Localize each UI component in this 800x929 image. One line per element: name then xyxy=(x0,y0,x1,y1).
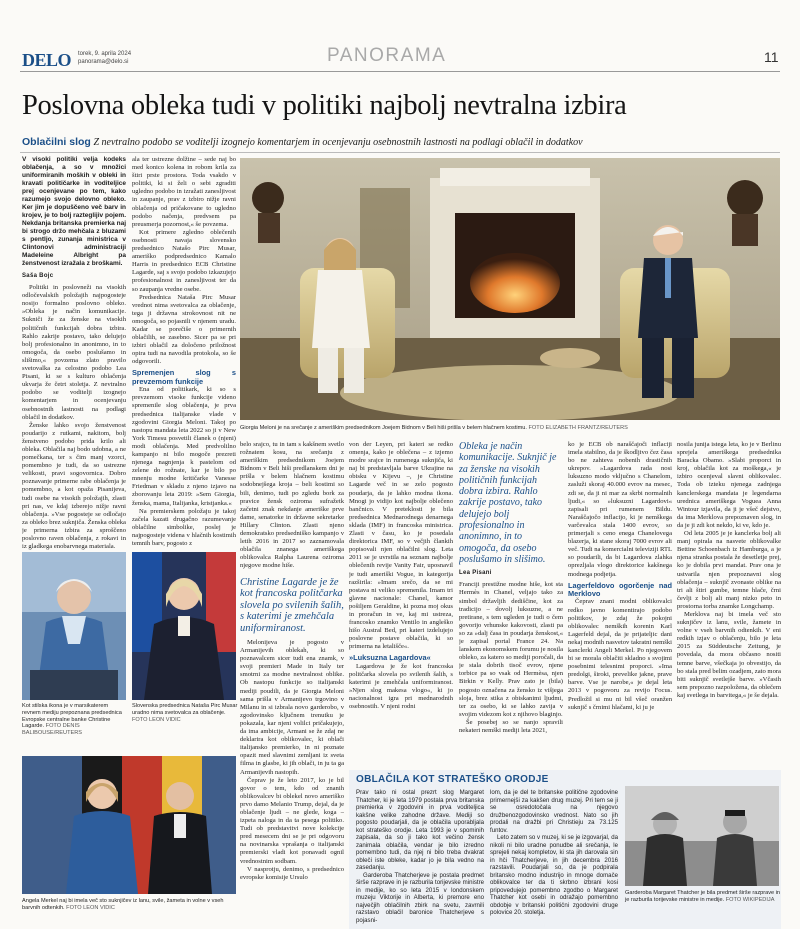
body-paragraph: belo srajco, tu in tam s kakšnem svetlo rožnatem kosu, na srečanju z ameriškim predsednikom Joejem Bidnom v Beli hiši predlanskem dni je prišla v belem hlačnem kostimu sodobnejšega kroja – beli kostimi so bili, denimo, tudi po zgledu bork za pravice žensk oziroma sufražetk začetni znak nekdanje ameriške prve dame, senatorke in državne sekretarke Hillary Clinton. Zlasti njeno demokratsko predsedniško kampanjo v letih 2016 in 2017 so zaznamovala oblačila znanega ameriškega oblikovalca Ralpha Laurena oziroma njegove modne hiše. xyxy=(240,441,344,570)
caption-text: Slovenska predsednica Nataša Pirc Musar uradno nima svetovalca za oblačenje. xyxy=(132,703,238,716)
lagarde-caption xyxy=(22,703,128,737)
subheading: »Luksuzna Lagardova« xyxy=(349,653,431,663)
body-paragraph: Čeprav znani modni oblikovalci redko javno komentirajo podobo politikov, je zdaj že pokojni oblikovalec nemških korenin Karl Lagerfeld dejal, da je prijateljic dani nekaj modnih nasvetov takratni nemški kanclerki Angeli Merkel. Po njegovem bi se morala oblačiti skladno s svojimi posebnimi telesnimi proporci. »Ima predolgi, široki, prevelike jakne, prave barve. Vse je narobe,« je dejal leta 2013 v pogovoru za revijo Focus. Predložil si mu ni bil všeč oranžen suknjič s črnimi hlačami, ki ju je xyxy=(568,598,672,711)
meloni-biden-illustration xyxy=(240,158,780,420)
column-3 xyxy=(240,441,344,929)
main-photo xyxy=(240,158,780,420)
photo-credit: FOTO LEON VIDIC xyxy=(66,904,115,911)
logo: DELO xyxy=(22,50,72,70)
pirc-musar-illustration xyxy=(132,552,236,700)
body-paragraph: Merklova naj bi imela več sto suknjičev iz lanu, svile, žamete in volne v vseh barvnih odtenkih. V eni redkih izjav o oblačenju, bilo je leta 2015 za Süddeutsche Zeitung, je povedala, da mora občasno nositi temne barve, všečkaja jo obvestijo, da bo stala pred belim ozadjem, zato mora biti suknjič svetlejše barve. »Včasih sem prepozno razpoložena, da oblečem kaj svetlega in barvitega,« je še dejala. xyxy=(677,610,781,699)
sidebar-col-1 xyxy=(356,789,484,927)
body-paragraph: Od leta 2005 je je kanclerka bolj ali manj opirala na nasvete oblikovalke Bettine Schoenbach iz Hamburga, a je njena stranka postala že desetletje prej, ko je dobila prvi mandat. Prav ona je ustvarila njen prepoznavni slog oblačenja – suknjič zvonaste oblike na tri ali štiri gumbe, temne hlače, črni čevlji z bolj ali manj nizko peto in prostorna torba znamke Longchamp. xyxy=(677,530,781,610)
caption-text: Angela Merkel naj bi imela več sto suknjičev iz lanu, svile, žameta in volne v vseh barvnih odtenkih. xyxy=(22,898,224,911)
body-paragraph: Ena od politikark, ki so s prevzemom visoke funkcije videno spremenile slog oblačenja, je prva predsednica italijanske vlade v zgodovini Giorgia Meloni. Takoj po nastopu mandata leta 2022 so ji v New York Timesu posvetili članek o (njeni) modi oblačenja. Med predvolilno kampanjo ni bilo mogoče prezreti njenega nagnjenja k pastelom od zelene do rožnate, kar je bilo po mnenju modne kritičarke Vanesse Friedman v skladu z njeno izjavo na zborovanju leta 2019: »Sem Giorgia, ženska, mama, Italijanka, kristjanka.« xyxy=(132,386,236,507)
column-6 xyxy=(568,441,672,766)
body-paragraph: Kot primere zgledno oblečenih osebnosti navaja slovensko predsednico Natašo Pirc Musar, ameriško podpredsednico Kamalo Harris in predsednico ECB Christine Lagarde, saj s svojo podobo izkazujejo profesionalnost in zanesljivost ter da so zaupanja vredne osebe. xyxy=(132,228,236,293)
sidebar-title: OBLAČILA KOT STRATEŠKO ORODJE xyxy=(356,774,549,785)
merkel-photo xyxy=(22,756,236,894)
pull-quote-1: Christine Lagarde je že kot francoska politčarka slovela po svilenih šalih, s katerimi je zmehčala uniformiranost. xyxy=(240,576,344,634)
sidebar-paragraph: Garderoba Thatcherjeve je postala predmet širše razprave in je razburila torijevske ministre in medije, ko so leta 2015 v londonskem muzeju Viktorije in Alberta, ki premore eno največjih oblačilnih zbirk na svetu, zavrnili razstavo oblačil baronice Thatcherjeve s pojasni- xyxy=(356,871,484,924)
photo-credit: FOTO ELIZABETH FRANTZ/REUTERS xyxy=(528,425,628,431)
issue-date: torek, 9. aprila 2024 xyxy=(78,51,132,57)
sidebar-paragraph: lom, da je del te britanske politične zgodovine primernejši za kakšen drug muzej. Pri tem se ji se osredotočala na njegovo družbenozgodovinsko vrednost. Nato so jih prodali na dražbi pri Christieju za 73.125 funtov. xyxy=(490,789,618,834)
body-paragraph: ko je ECB ob naraščajoči inflaciji imela stabilno, da je škodljivo čez časa bo ne zahteva nobenih drastičnih ukrepov. »Lagardova rada nosi luksuzno modo vključno s Chanelom, zasluži skoraj 40.000 evrov na mesec, zdi se, da ji ni mar za skrbi normalnih ljudi,« so »luksuzni Lagardovi« zapisali pri rumenem Bildu. Naraščajočo inflacijo, ki je nemškega varčevalca stala 1400 evrov, so primerjali s ceno enega Chanelovega blazerja, ki stane skoraj 7000 evrov ali več. Tudi na komercialni televiziji RTL so poudarili, da bi Lagardova zlahka oprezljala vlogo direktorice kakšnega modnega podjetja. xyxy=(568,441,672,578)
lagarde-illustration xyxy=(22,552,126,700)
header-rule xyxy=(20,71,780,72)
main-photo-caption xyxy=(240,425,785,432)
body-paragraph: Na premierskem položaju je takoj začela kazati drugačno razumevanje oblačilne simbolike, poslej je najpogosteje videna v hlačnih kostimih temnih barv, pogosto z xyxy=(132,507,236,548)
sidebar-paragraph: Prav tako ni ostal prezrt slog Margaret Thatcher, ki je leta 1979 postala prva britanska premierka v zgodovini in prva voditeljica kakšne velike zahodne države. Mediji so pogosto poudarjali, da je oblačila uporabljala kot strateško orodje. Leta 1993 je v spominih zapisala, da so ji tako kot večino žensk zanimala oblačila, vendar je bilo izredno pomembno tudi, da njej ni bilo treba dvakrat obleči iste obleke, kadar jo je bila vedno na zasedanju. xyxy=(356,789,484,871)
pull-quote-author: Lea Pisani xyxy=(459,570,492,577)
column-4 xyxy=(349,441,453,766)
section-name: PANORAMA xyxy=(327,45,447,66)
body-paragraph: Ženske lahko svojo ženstvenost poudarijo z rutkami, nakitom, bolj ženstveno podobo prida krilo ali obleka. Oblačila naj bodo udobna, a ne pomečkana, ter s čim manj vzorci, pomembno je tudi, da so ustrezne velikosti, pravi sogovornica. Dobro poznavanje primerne rabe oblačenja je pomembno, a kot opaža Pisanijeva, tudi osebe na visokih položajih, zlasti pri nas, ve kdaj izberejo nižje ravni oblačenja. »Vse pogosteje se odločajo za obleko brez suknjiča. Ženska obleka je primerna izbira za sproščeno poslovno raven oblačenja, z rokavi in iz gladkega enobarvnega materiala. xyxy=(22,421,126,551)
pirc-musar-caption xyxy=(132,703,238,723)
column-7 xyxy=(677,441,781,766)
merkel-illustration xyxy=(22,756,236,894)
body-paragraph: von der Leyen, pri kateri se redko omenja, kako je oblečena – z izjemo modre srajce in rumenega suknjiča, ki naj bi predstavljala barve Ukrajine na obisku v Kijevu –, je Christine Lagarde več in se zelo pogosto poudarja, da je lahko modna ikona. Mnogi jo vidijo kot najbolje oblečeno bančnico. V preteklosti je bila predsednica Mednarodnega denarnega sklada (IMF) in francoska ministrica. Zlasti v času, ko je posedala direktorica IMF, so v večjih člankih popisovali njen oblačilni slog. Leta 2011 se je uvrstila na seznam najbolje oblečenih revije Vanity Fair, uposnavil je tudi ameriški Vogue, in kategorija razširila: »Imam srečo, da se mi postava ni veliko spremenila. Imam tri glavne nacionale: Chanel, kamor pošiljem Geraldine, ki pozna moj okus in proračun in ve, kaj mi ustreza, francosko znamko Ventilo in angleško hišo Austral Bed, pri kateri izdelujejo poslovne postave oblačila, ki so primerna na letališče«. xyxy=(349,441,453,651)
page-number: 11 xyxy=(764,49,779,65)
pull-quote-2: Obleka je način komunikacije. Suknjič je za ženske na visokih političnih funkcijah dobra izbira. Rahlo zakrije postavo, tako delujejo bolj profesionalno in anonimno, in to omogoča, da osebo poslušamo in slišimo. xyxy=(459,441,557,565)
photo-credit: FOTO WIKIPEDIJA xyxy=(725,896,775,903)
pirc-musar-photo xyxy=(132,552,236,700)
deck-rule xyxy=(20,152,780,153)
body-paragraph: Melonijeva je pogosto v Armanijevih oblekah, ki so poznavalcem sicer tudi ena znamk, v svoji premieri Made in Italy ter smotrni za modne nevtralnost oblike. Ob nastopu funkcije so italijanski mediji poudili, da je Giorgia Meloni sama prišla v Armanijevo trgovino v Milanu in si izbrala novo garderobo, v zgodovinsko ključnem trenutku je pokazala, kar njeni volilci pričakujejo, da ima ambicije, Armani se že zdaj ne deklarira kot oblikovalec, ki oblači italijansko premierko, in ni poznate opazit med slavnimi zemljani iz sveta filma in glasbe, ki jih oblači, in ju ta ga Armanijevih nastopih. xyxy=(240,639,344,776)
subheading: Lagerfeldovo ogorčenje nad Merklovo xyxy=(568,580,672,598)
body-paragraph: Franciji prestižne modne hiše, kot sta Hermès in Chanel, veljajo tako za simbol državljih dediščine, kot za tradicijo – dovolj luksuzne, a ne pretirane, s tem ugleden je tudi o čem govorijo vrhunske kakovosti, zlasti pa so za »dalj časa in poudarja ženskost,« je zapisal portal France 24. Na lanskem ekonomskem forumu je nosila obleko, za katero so mediji poročali, da je stala dobrih tisoč evrov, njene torbice pa so vsak od Hermèsa, njen Birkin v Kelly. Prav zato je (bila) pogosto označena za žensko iz višjega sloja, brez stika z obiskanimi ljudmi, ter za osebo, ki se lahko zavija v svojim videzom kot z njihovo blaginjo. xyxy=(459,581,563,718)
merkel-caption xyxy=(22,898,238,912)
body-paragraph: Predsednica Nataša Pirc Musar vrednot nima svetovalca za oblačenje, tega ji državna strokovnost nit ne omogoča, so pojasnili v njenem uradu. Kadar se porečiše o primernih oblačilih, se zasebno. Sicer pa se pri izbiri oblačil za določeno priložnost opira tudi na navodila protokola, so še odgovorili. xyxy=(132,293,236,366)
body-paragraph: Čeprav je že leto 2017, ko je bil govor o tem, kdo od znanih oblikovalcev bi oblekel novo ameriško prvo damo Melanio Trump, dejal, da je oblačenje ljudi – ne glede, koga – izpeta naloga in da ta pesega politiko. Tudi ob predstavitvi nove kolekcije pred mesecem dni se je pri odgovoru na novinarska vprašanja o italijanski premierski vladi kot ponavadi ognil vrednostnim sodbam. xyxy=(240,776,344,865)
sidebar-col-2 xyxy=(490,789,618,927)
thatcher-illustration xyxy=(625,786,779,886)
thatcher-photo xyxy=(625,786,779,886)
body-paragraph: Še posebej so se nanjo spravili nekateri nemški mediji leta 2021, xyxy=(459,718,563,735)
lead-paragraph: V visoki politiki velja kodeks oblačenja, a so v množici uniformiranih moških v obleki in kravati političarke in voditeljice prej ocenjevane po tem, kako razumejo svojo delovno obleko. Ker jim je dopuščeno več barv in krojev, je to bolj razteglijiv pojem. Nekdanja britanska premierka naj bi strogo držo mehčala z bluzami s pentljo, zunanja ministrica v Clintonovi administraciji Madeleine Albright pa ženstvenost izražala z broškami. xyxy=(22,156,126,267)
body-paragraph: Politiki in poslovneži na visokih odločevalskih položajih najpogosteje nosijo formalno poslovno obleko. »Obleka je način komunikacije. Sukniči že za ženske na visokih političnih funkcijah dobra izbira. Rahlo zakrije postavo, tako delujejo bolj profesionalno in anonimno, in to omogoča, da osebo poslušamo in slišimo,« povzema zlato pravilo svetovalka za celostno podobo Lea Pisani, ki se s kulturo oblačenja ukvarja že četrt stoletja. Z nevtralno podobo se voditelji izognejo komentarjem in ocenjevanju osebnostnih lastnosti na podlagi oblačil in dodatkov. xyxy=(22,284,126,421)
caption-text: Garderoba Margaret Thatcher je bila predmet širše razprave in je razburila torijevske ministre in medije. xyxy=(625,890,781,903)
subheading: Spremenjen slog s prevzemom funkcije xyxy=(132,368,236,386)
caption-text: Kot stilska ikona je v marsikaterem revnem mediju prepoznana predsednica Evropske centralne banke Christine Lagarde. xyxy=(22,703,122,730)
body-paragraph: V nasprotju, denimo, s predsednico evropske komisije Ursulo xyxy=(240,865,344,881)
sidebar-paragraph: Leto zatem so v muzej, ki se je izgovarjal, da nikoli ni bilo uradne ponudbe ali srečanja, le sprejeli nekaj kompletov, ki sta jih darovala sin in hči Thatcherjeve, in jih decembra 2016 razstavili. Poudarjali so, da je podpirala britansko modno industrijo in mnoge domače oblikovalce ter da ti skrbno izbrani kosi pripovedujejo pomembno zgodbo o Margaret Thatcher kot osebi in odražajo pomembno obdobje v britanski politični zgodovini druge polovice 20. stoletja. xyxy=(490,834,618,916)
body-paragraph: ala ter ustrezne dolžine – sede naj bo med konico kolena in robom krila za štiri prste prostora. Toda vsakdo v politiki, ki si želi o sebi zgraditi ugledno podobo in izražati zanesljivost in zaupanje, prav z izbiro nižje ravni oblačenja od pričakovane to ugledno podobo načenja, predvsem pa preusmerja pozornost,« še povzema. xyxy=(132,156,236,228)
photo-credit: FOTO LEON VIDIC xyxy=(132,716,181,723)
author: Saša Bojc xyxy=(22,273,54,279)
body-paragraph: nosila junija istega leta, ko je v Berlinu sprejela ameriškega predsednika Baracka Obamo. »Slabi proporci in kroj, oblačila kot za moškega,« je izbiro ocenjeval slavni oblikovalec. Toda ob izteku njenega zadnjega kanclerskega mandata je legendarna urednica ameriškega Voguea Anna Wintour izjavila, da ji je všeč dejstvo, da ima Merklova prepoznaven slog, in da je ji zdi kot nekdo, ki ve, kdo je. xyxy=(677,441,781,529)
column-5 xyxy=(459,441,563,766)
deck-line xyxy=(22,136,782,148)
deck: Z nevtralno podobo se voditelji izognejo komentarjem in ocenjevanju osebnostnih lastnosti na podlagi oblačil in dodatkov xyxy=(93,137,583,148)
photo-credit: FOTO DENIS BALIBOUSE/REUTERS xyxy=(22,723,82,737)
lagarde-photo xyxy=(22,552,126,700)
thatcher-caption xyxy=(625,890,781,904)
body-paragraph: Lagardova je že kot francoska politčarka slovela po svilenih šalih, s katerimi je zmehčala uniformiranost. »Njen slog makesa vlogo«, ki jo nacionalnost igra pri mednarodnih osebnostih. V njeni rodni xyxy=(349,662,453,711)
section-email[interactable]: panorama@delo.si xyxy=(78,59,129,65)
headline: Poslovna obleka tudi v politiki najbolj nevtralna izbira xyxy=(22,90,627,121)
caption-text: Giorgia Meloni je na srečanje z ameriškim predsednikom Joejem Bidnom v Beli hiši prišla v belem hlačnem kostimu. xyxy=(240,425,527,431)
kicker: Oblačilni slog xyxy=(22,136,91,148)
